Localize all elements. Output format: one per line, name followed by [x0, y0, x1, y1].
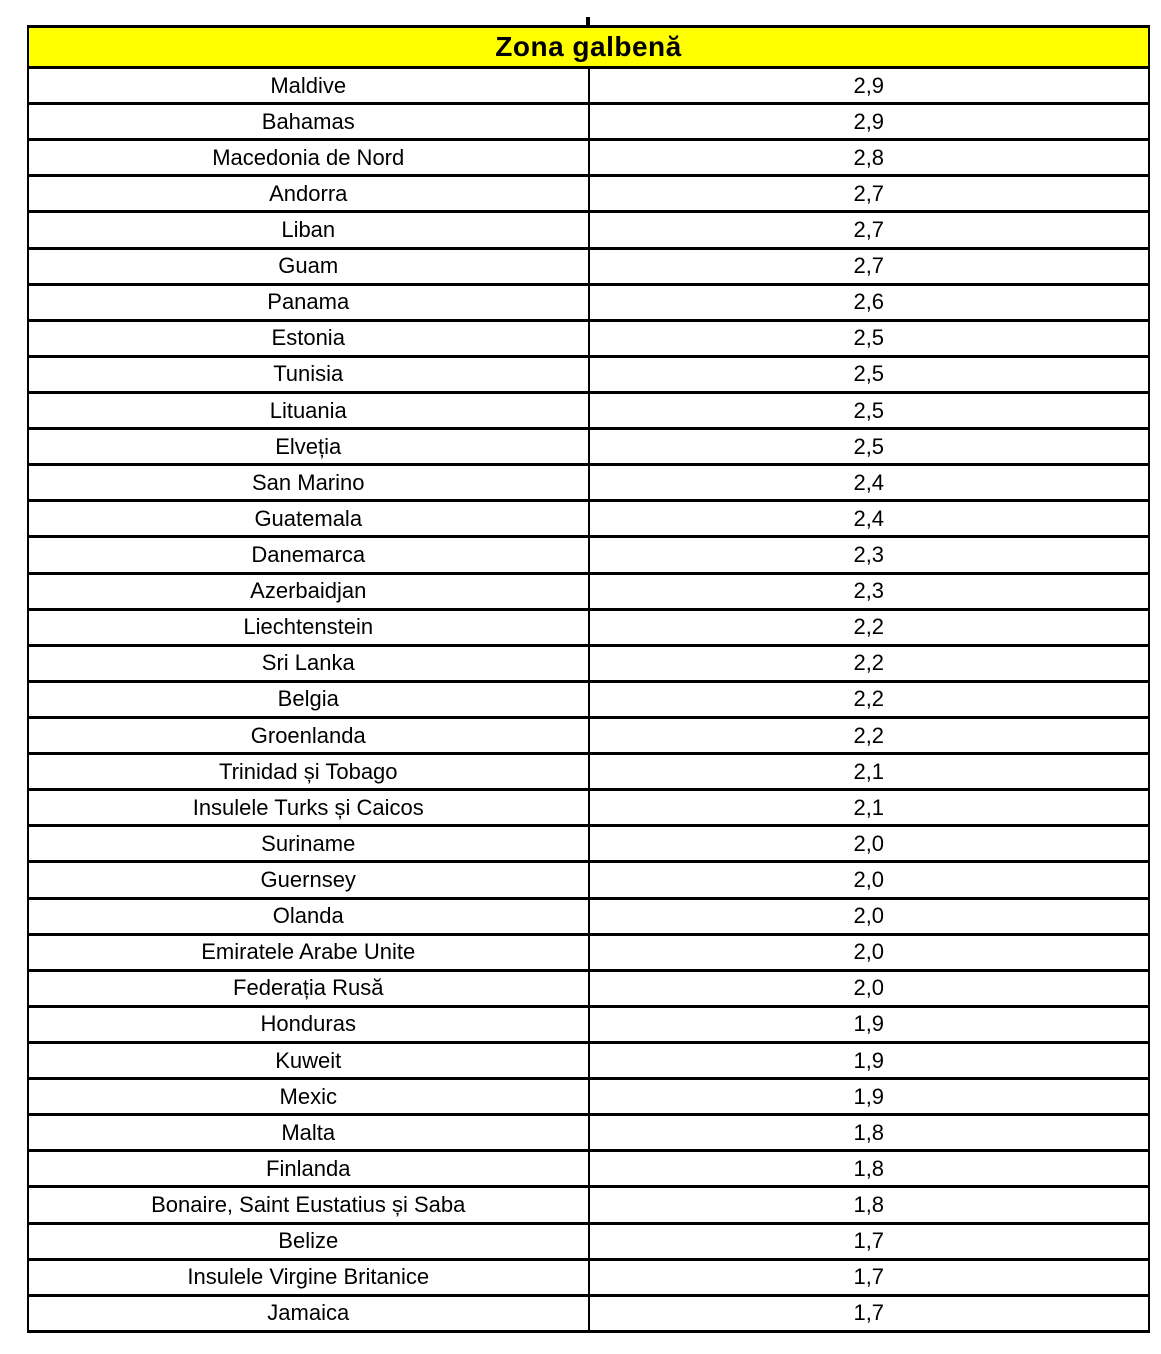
- country-cell: Panama: [28, 284, 589, 320]
- country-cell: Liechtenstein: [28, 609, 589, 645]
- country-cell: Suriname: [28, 826, 589, 862]
- country-cell: Bonaire, Saint Eustatius și Saba: [28, 1187, 589, 1223]
- table-row: [28, 681, 1149, 717]
- country-cell: Maldive: [28, 68, 589, 104]
- value-cell: 2,5: [589, 429, 1150, 465]
- table-row: [28, 68, 1149, 104]
- country-cell: Andorra: [28, 176, 589, 212]
- value-cell: 2,1: [589, 790, 1150, 826]
- value-cell: 2,9: [589, 104, 1150, 140]
- country-cell: Jamaica: [28, 1295, 589, 1331]
- value-cell: 2,7: [589, 248, 1150, 284]
- value-cell: 2,3: [589, 573, 1150, 609]
- table-row: [28, 898, 1149, 934]
- table-row: [28, 754, 1149, 790]
- country-cell: Kuweit: [28, 1042, 589, 1078]
- table-row: [28, 609, 1149, 645]
- table-row: [28, 1151, 1149, 1187]
- country-cell: San Marino: [28, 465, 589, 501]
- country-cell: Tunisia: [28, 356, 589, 392]
- country-cell: Belize: [28, 1223, 589, 1259]
- table-row: [28, 212, 1149, 248]
- value-cell: 2,7: [589, 176, 1150, 212]
- value-cell: 1,9: [589, 1006, 1150, 1042]
- value-cell: 1,9: [589, 1079, 1150, 1115]
- value-cell: 2,0: [589, 970, 1150, 1006]
- country-cell: Sri Lanka: [28, 645, 589, 681]
- table-row: [28, 1115, 1149, 1151]
- value-cell: 2,5: [589, 320, 1150, 356]
- table-row: [28, 717, 1149, 753]
- value-cell: 2,2: [589, 609, 1150, 645]
- table-row: [28, 248, 1149, 284]
- country-cell: Olanda: [28, 898, 589, 934]
- value-cell: 2,1: [589, 754, 1150, 790]
- value-cell: 2,0: [589, 898, 1150, 934]
- value-cell: 2,0: [589, 826, 1150, 862]
- country-cell: Trinidad și Tobago: [28, 754, 589, 790]
- country-cell: Belgia: [28, 681, 589, 717]
- value-cell: 1,8: [589, 1187, 1150, 1223]
- table-title: Zona galbenă: [28, 27, 1149, 68]
- table-body: [28, 68, 1149, 1332]
- country-cell: Bahamas: [28, 104, 589, 140]
- table-row: [28, 140, 1149, 176]
- country-cell: Estonia: [28, 320, 589, 356]
- value-cell: 2,8: [589, 140, 1150, 176]
- value-cell: 2,0: [589, 862, 1150, 898]
- table-row: [28, 645, 1149, 681]
- table-row: [28, 1006, 1149, 1042]
- country-cell: Elveția: [28, 429, 589, 465]
- table-row: [28, 465, 1149, 501]
- value-cell: 2,5: [589, 356, 1150, 392]
- table-row: [28, 1259, 1149, 1295]
- value-cell: 2,4: [589, 501, 1150, 537]
- value-cell: 2,7: [589, 212, 1150, 248]
- value-cell: 1,8: [589, 1151, 1150, 1187]
- table-row: [28, 1223, 1149, 1259]
- table-row: [28, 826, 1149, 862]
- table-row: [28, 790, 1149, 826]
- value-cell: 2,9: [589, 68, 1150, 104]
- table-row: [28, 1295, 1149, 1331]
- country-cell: Mexic: [28, 1079, 589, 1115]
- country-cell: Guam: [28, 248, 589, 284]
- country-cell: Macedonia de Nord: [28, 140, 589, 176]
- country-cell: Honduras: [28, 1006, 589, 1042]
- table-row: [28, 1187, 1149, 1223]
- table-row: [28, 176, 1149, 212]
- value-cell: 1,9: [589, 1042, 1150, 1078]
- value-cell: 1,7: [589, 1223, 1150, 1259]
- table-row: [28, 284, 1149, 320]
- table-row: [28, 573, 1149, 609]
- country-cell: Azerbaidjan: [28, 573, 589, 609]
- table-row: [28, 392, 1149, 428]
- country-cell: Malta: [28, 1115, 589, 1151]
- table-row: [28, 429, 1149, 465]
- country-cell: Danemarca: [28, 537, 589, 573]
- table-row: [28, 934, 1149, 970]
- table-row: [28, 862, 1149, 898]
- value-cell: 1,7: [589, 1259, 1150, 1295]
- country-cell: Liban: [28, 212, 589, 248]
- table-row: [28, 970, 1149, 1006]
- country-cell: Emiratele Arabe Unite: [28, 934, 589, 970]
- table-row: [28, 537, 1149, 573]
- table-row: [28, 1079, 1149, 1115]
- country-cell: Guatemala: [28, 501, 589, 537]
- value-cell: 2,2: [589, 645, 1150, 681]
- value-cell: 2,3: [589, 537, 1150, 573]
- value-cell: 1,8: [589, 1115, 1150, 1151]
- country-cell: Federația Rusă: [28, 970, 589, 1006]
- country-cell: Insulele Turks și Caicos: [28, 790, 589, 826]
- country-cell: Lituania: [28, 392, 589, 428]
- zona-galbena-table: [27, 25, 1150, 1333]
- value-cell: 1,7: [589, 1295, 1150, 1331]
- table-title-row: [28, 27, 1149, 68]
- value-cell: 2,6: [589, 284, 1150, 320]
- table-row: [28, 1042, 1149, 1078]
- country-cell: Guernsey: [28, 862, 589, 898]
- country-cell: Finlanda: [28, 1151, 589, 1187]
- value-cell: 2,2: [589, 681, 1150, 717]
- value-cell: 2,0: [589, 934, 1150, 970]
- country-cell: Groenlanda: [28, 717, 589, 753]
- table-row: [28, 501, 1149, 537]
- value-cell: 2,2: [589, 717, 1150, 753]
- value-cell: 2,5: [589, 392, 1150, 428]
- value-cell: 2,4: [589, 465, 1150, 501]
- country-cell: Insulele Virgine Britanice: [28, 1259, 589, 1295]
- table-row: [28, 356, 1149, 392]
- table-row: [28, 104, 1149, 140]
- table-row: [28, 320, 1149, 356]
